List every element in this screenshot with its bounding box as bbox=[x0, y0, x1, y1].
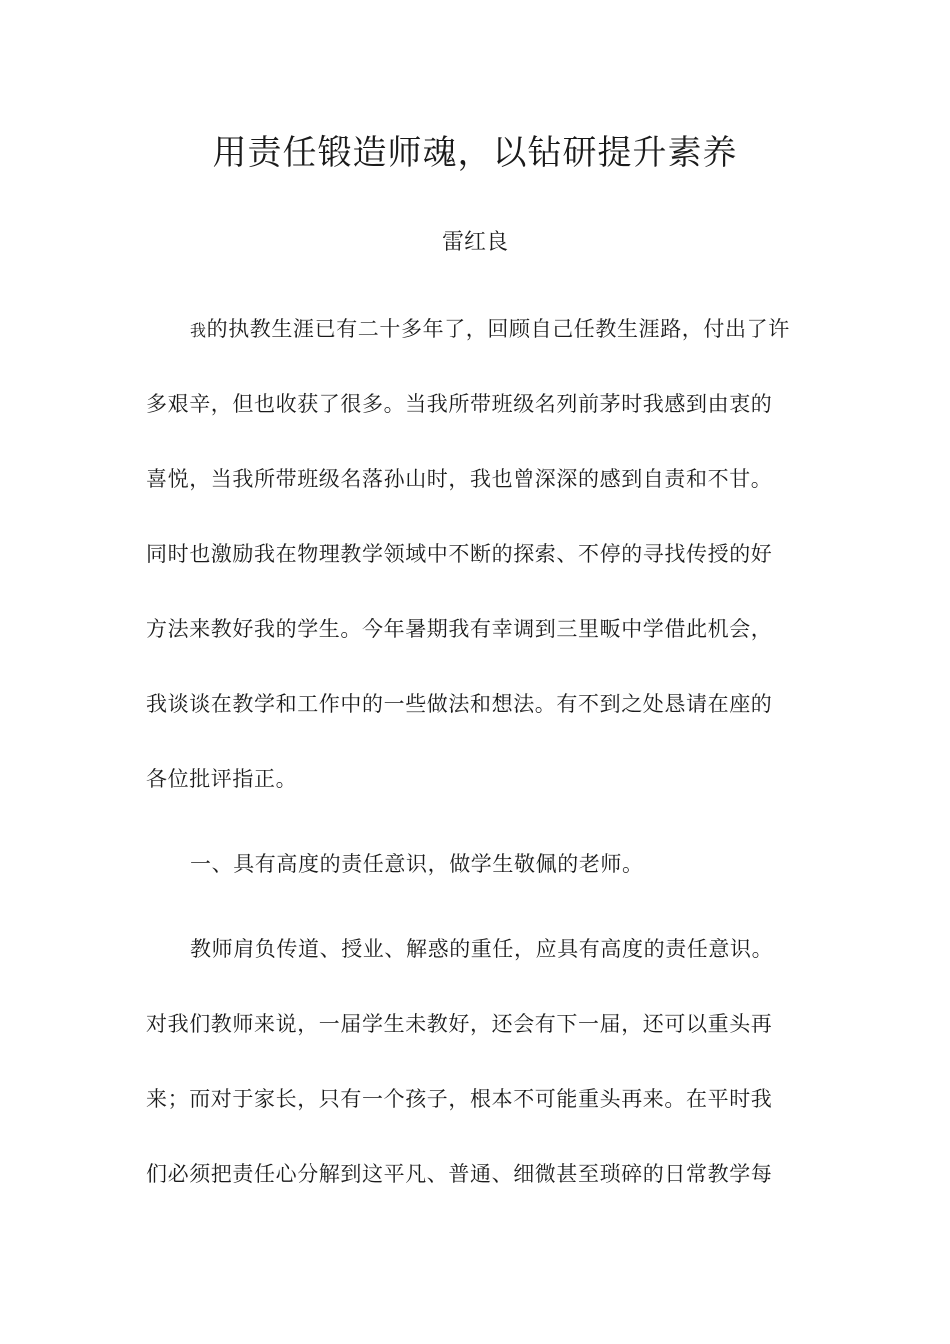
paragraph-1-line-7: 各位批评指正。 bbox=[146, 767, 298, 791]
paragraph-1-line-6: 我谈谈在教学和工作中的一些做法和想法。有不到之处恳请在座的 bbox=[146, 692, 773, 716]
paragraph-1-line-3: 喜悦，当我所带班级名落孙山时，我也曾深深的感到自责和不甘。 bbox=[146, 467, 773, 491]
paragraph-1-first-char: 我 bbox=[190, 321, 207, 340]
paragraph-1-line-2: 多艰辛，但也收获了很多。当我所带班级名列前茅时我感到由衷的 bbox=[146, 392, 773, 416]
paragraph-1-line-1-text: 的执教生涯已有二十多年了，回顾自己任教生涯路，付出了许 bbox=[206, 317, 790, 341]
paragraph-1-line-4: 同时也激励我在物理教学领域中不断的探索、不停的寻找传授的好 bbox=[146, 542, 773, 566]
author-name: 雷红良 bbox=[441, 230, 508, 255]
paragraph-2-line-3: 来；而对于家长，只有一个孩子，根本不可能重头再来。在平时我 bbox=[146, 1087, 773, 1111]
paragraph-1-line-1 bbox=[190, 312, 850, 348]
section-heading-1: 一、具有高度的责任意识，做学生敬佩的老师。 bbox=[190, 852, 644, 876]
paragraph-2-line-1: 教师肩负传道、授业、解惑的重任，应具有高度的责任意识。 bbox=[190, 937, 774, 961]
document-title: 用责任锻造师魂，以钻研提升素养 bbox=[212, 133, 738, 173]
paragraph-1-line-5: 方法来教好我的学生。今年暑期我有幸调到三里畈中学借此机会， bbox=[146, 617, 773, 641]
paragraph-2-line-2: 对我们教师来说，一届学生未教好，还会有下一届，还可以重头再 bbox=[146, 1012, 773, 1036]
paragraph-2-line-4: 们必须把责任心分解到这平凡、普通、细微甚至琐碎的日常教学每 bbox=[146, 1162, 773, 1186]
